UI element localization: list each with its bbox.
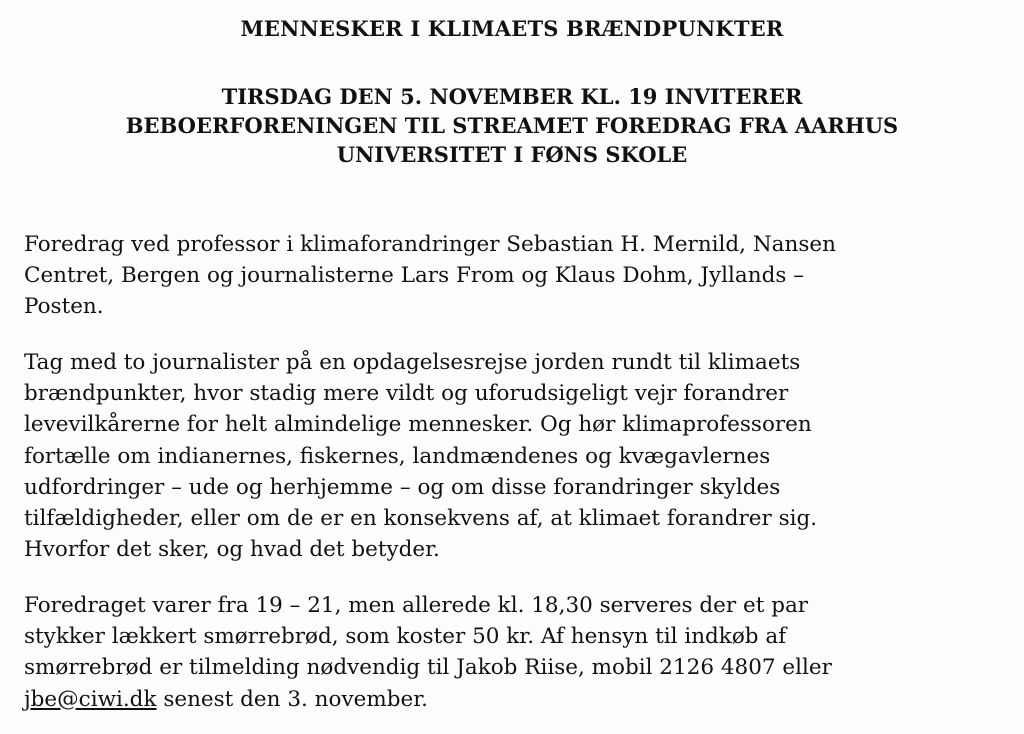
subtitle-line: BEBOERFORENINGEN TIL STREAMET FOREDRAG FRA AARHUS [125, 113, 899, 138]
paragraph-line: tilfældigheder, eller om de er en konsekvens af, at klimaet forandrer sig. [24, 506, 818, 532]
paragraph-line: Foredraget varer fra 19 – 21, men allerede kl. 18,30 serveres der et par [24, 593, 809, 618]
paragraph-line: Hvorfor det sker, og hvad det betyder. [24, 537, 440, 563]
paragraph-line: Posten. [24, 294, 104, 320]
speakers-paragraph [24, 229, 1014, 323]
paragraph-line: brændpunkter, hvor stadig mere vildt og uforudsigeligt vejr forandrer [24, 381, 789, 407]
document-title: MENNESKER I KLIMAETS BRÆNDPUNKTER [240, 16, 784, 41]
paragraph-line-last [24, 684, 1014, 715]
paragraph-line: udfordringer – ude og herhjemme – og om disse forandringer skyldes [24, 474, 781, 500]
paragraph-line: Centret, Bergen og journalisterne Lars From og Klaus Dohm, Jyllands – [24, 263, 804, 289]
paragraph-line: Foredrag ved professor i klimaforandringer Sebastian H. Mernild, Nansen [24, 232, 836, 257]
subtitle-line: TIRSDAG DEN 5. NOVEMBER KL. 19 INVITERER [221, 84, 803, 109]
paragraph-line: fortælle om indianernes, fiskernes, landmændenes og kvægavlernes [24, 443, 771, 469]
deadline-text: senest den 3. november. [156, 686, 428, 712]
paragraph-line: Tag med to journalister på en opdagelsesrejse jorden rundt til klimaets [24, 350, 801, 375]
paragraph-line: levevilkårerne for helt almindelige mennesker. Og hør klimaprofessoren [24, 412, 812, 438]
paragraph-line: smørrebrød er tilmelding nødvendig til Jakob Riise, mobil 2126 4807 eller [24, 655, 832, 681]
description-paragraph [24, 347, 1014, 565]
practical-info-paragraph [24, 590, 1014, 715]
paragraph-line: stykker lækkert smørrebrød, som koster 50 kr. Af hensyn til indkøb af [24, 624, 787, 650]
subtitle-line: UNIVERSITET I FØNS SKOLE [336, 142, 688, 167]
event-subtitle [0, 82, 1024, 169]
email-link[interactable]: jbe@ciwi.dk [24, 686, 157, 712]
